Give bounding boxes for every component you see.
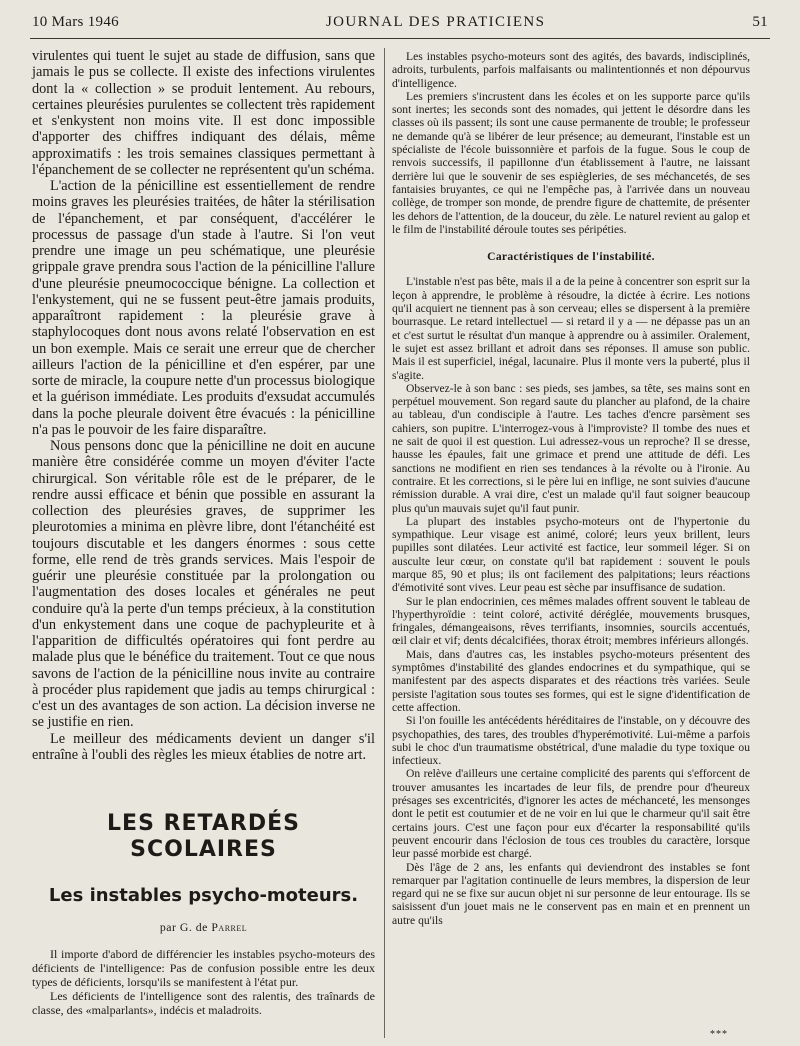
left-column: [32, 48, 375, 1017]
body-paragraph: Observez-le à son banc : ses pieds, ses jambes, sa tête, ses mains sont en perpétuel mouvement. Son regard saute du plancher au plafond, de la chaire au tableau, d'un condisciple à l'autre. Les taches d'encre parsèment ses cahiers, son pupitre. L'interrogez-vous à l'improviste? Il tombe des nues et ne sait de quoi il est question. Lui adressez-vous un reproche? Il se dresse, hausse les épaules, fait une grimace et prend une attitude de défi. Les sanctions ne modifient en rien ses tendances à la révolte ou à l'ironie. Au contraire. Et les corrections, si le père lui en inflige, ne sont suivies d'aucune rémission durable. A vrai dire, c'est un malade qu'il faut soigner beaucoup plus qu'un mauvais sujet qu'il faut punir.: [392, 381, 750, 515]
article-paragraph: Il importe d'abord de différencier les instables psycho-moteurs des déficients de l'intelligence: Pas de confusion possible entre les deux types de déficients, lorsqu'ils se manifestent à l'état pur.: [32, 947, 375, 990]
journal-title: JOURNAL DES PRATICIENS: [325, 14, 546, 30]
body-paragraph: L'action de la pénicilline est essentiellement de rendre moins graves les pleurésies traitées, de hâter la stérilisation de l'épanchement, et par conséquent, d'accélérer le processus de passage d'un stade à l'autre. Si l'on veut prendre une image un peu schématique, une pleurésie grippale grave prendra sous l'action de la pénicilline l'allure d'une pleurésie pneumococcique bénigne. La collection et l'enkystement, qui ne se fussent peut-être jamais produits, apparaîtront rapidement : la pleurésie grave à staphylocoques dont nous avons relaté l'observation en est un bon exemple. Mais ce serait une erreur que de chercher ailleurs l'action de la pénicilline et d'en espérer, par une sorte de miracle, la coupure nette d'un processus biologique et la guérison immédiate. Les produits d'exsudat accumulés dans la poche pleurale doivent être évacués : la pénicilline n'a pas le pouvoir de les faire disparaître.: [32, 178, 375, 438]
body-paragraph: La plupart des instables psycho-moteurs ont de l'hypertonie du sympathique. Leur visage est animé, coloré; leurs yeux brillent, leurs pupilles sont dilatées. Leur activité est factice, leur sommeil léger. Si on ausculte leur cœur, on constate qu'il bat rapidement : souvent le pouls marque 85, 90 et plus; ils ont facilement des palpitations; leurs réactions d'émotivité sont vives. Leur peau est sèche par insuffisance de sudation.: [392, 514, 750, 595]
body-paragraph: Mais, dans d'autres cas, les instables psycho-moteurs présentent des symptômes d'instabilité des glandes endocrines et du sympathique, qui se manifestent par des aspects disparates et des réactions très variées. Seule persiste l'agitation sous toutes ses formes, qui est le signe d'identification de cette affection.: [392, 647, 750, 714]
byline: [32, 919, 375, 935]
body-paragraph: On relève d'ailleurs une certaine complicité des parents qui s'efforcent de trouver amusantes les incartades de leur fils, de prendre pour d'heureux présages ses excentricités, d'ignorer les actes de méchanceté, les mensonges dont le petit est coutumier et de ne voir en lui que le charmeur qu'il sait être certains jours. C'est une façon pour eux d'écarter la responsabilité qu'ils peuvent encourir dans l'éclosion de tous ces troubles du caractère, lorsque leur passé morbide est chargé.: [392, 767, 750, 861]
page-number: 51: [752, 14, 768, 30]
continuation-mark: ***: [710, 1029, 728, 1040]
article-title: Les instables psycho-moteurs.: [48, 885, 359, 906]
subheading: Caractéristiques de l'instabilité.: [487, 250, 655, 264]
byline-prefix: par G. de: [159, 920, 208, 934]
article-paragraph: Les déficients de l'intelligence sont des ralentis, des traînards de classe, des «malparlants», indécis et maladroits.: [32, 989, 375, 1018]
column-divider: [384, 48, 385, 1038]
body-paragraph: Si l'on fouille les antécédents héréditaires de l'instable, on y découvre des psychopathies, des tares, des troubles d'hyperémotivité. Lui-même a parfois subi le choc d'un traumatisme obstétrical, d'une maladie du type toxique ou infectieux.: [392, 714, 750, 768]
body-paragraph: Nous pensons donc que la pénicilline ne doit en aucune manière être considérée comme un moyen d'éviter l'acte chirurgical. Son véritable rôle est de le préparer, de le rendre aussi efficace et bénin que possible en assurant la collection des pleurésies graves, de supprimer les pleurotomies a minima en plèvre libre, dont l'étanchéité est toujours discutable et les dangers énormes : sous cette forme, elle rend de très grands services. Mais l'espoir de guérir une pleurésie constituée par la prolongation ou l'augmentation des doses locales et générales ne peut conduire qu'à la perte d'un temps précieux, à la constitution d'un enkystement dans une coque de pachypleurite et à l'apparition de difficultés opératoires qui font perdre au malade plus que le bénéfice du traitement. Tout ce que nous savons de l'action de la pénicilline nous invite au contraire à procéder plus rapidement que jadis au temps chirurgical : c'est un des avantages de son action. La décision inverse ne se justifie en rien.: [32, 438, 375, 731]
body-paragraph: Le meilleur des médicaments devient un danger s'il entraîne à l'oubli des règles les mieux établies de notre art.: [32, 730, 375, 763]
author-name: Parrel: [211, 920, 248, 934]
body-paragraph: L'instable n'est pas bête, mais il a de la peine à concentrer son esprit sur la leçon à apprendre, le problème à résoudre, la dictée à écrire. Les notions qu'il acquiert ne tiennent pas à son cerveau; elles se dispersent à la première bourrasque. Le retard intellectuel — si retard il y a — ne dépasse pas un an et c'est surtut le résultat d'un manque à apprendre ou à assimiler. Oralement, le sujet est assez brillant et adroit dans ses réponses. Il amuse son public. Mais il est superficiel, inégal, lacunaire. Plus il monte vers la puberté, plus il s'agite.: [392, 275, 750, 382]
issue-date: 10 Mars 1946: [32, 14, 119, 30]
body-paragraph: Les instables psycho-moteurs sont des agités, des bavards, indisciplinés, adroits, turbulents, parfois malfaisants ou malintentionnés et non dépourvus d'intelligence.: [392, 50, 750, 90]
body-paragraph: Les premiers s'incrustent dans les écoles et on les supporte parce qu'ils sont inertes; les seconds sont des nomades, qui jettent le désordre dans les classes où ils passent; ils sont une cause permanente de trouble; le professeur ne demande qu'à se libérer de leur présence; au demeurant, l'instable est un spécialiste de l'école buissonnière et parfois de la fugue. Sous le coup de renvois successifs, il papillonne d'un établissement à l'autre, ne laissant derrière lui que le souvenir de ses espiègleries, de ses méchancetés, de ses fantaisies bruyantes, ce qui ne l'empêche pas, à l'arrivée dans un nouveau collège, de tromper son monde, de prendre figure de chattemite, de présenter les dehors de l'attention, de la douceur, du zèle. Le naturel revient au galop et le film de l'instabilité déroule toutes ses péripéties.: [392, 89, 750, 236]
header-rule: [30, 38, 770, 39]
page-header: [32, 14, 768, 36]
section-title: LES RETARDÉS SCOLAIRES: [107, 811, 300, 862]
right-column: [392, 50, 750, 927]
body-paragraph: Dès l'âge de 2 ans, les enfants qui deviendront des instables se font remarquer par l'agitation continuelle de leurs membres, la dispersion de leur regard qui ne se fixe sur aucun objet ni sur personne de leur entourage. Ils se saisissent d'un jouet mais ne le conservent pas en main et en prennent un autre qu'ils: [392, 860, 750, 927]
body-paragraph: virulentes qui tuent le sujet au stade de diffusion, sans que jamais le pus se collecte. Il existe des infections virulentes dont la « collection » se produit lentement. Au rebours, certaines pleurésies purulentes se collectent très rapidement et s'enkystent non moins vite. Il est donc impossible d'apporter des chiffres indiquant des délais, même approximatifs : les trois semaines classiques permettant à l'épanchement de se collecter ne représentent qu'un schéma.: [32, 48, 375, 178]
body-paragraph: Sur le plan endocrinien, ces mêmes malades offrent souvent le tableau de l'hyperthyroïdie : teint coloré, activité déréglée, mouvements brusques, fringales, démangeaisons, rêves terrifiants, insomnies, sourcils accentués, œil clair et vif; dents décalcifiées, thorax étroit; membres inférieurs allongés.: [392, 594, 750, 648]
